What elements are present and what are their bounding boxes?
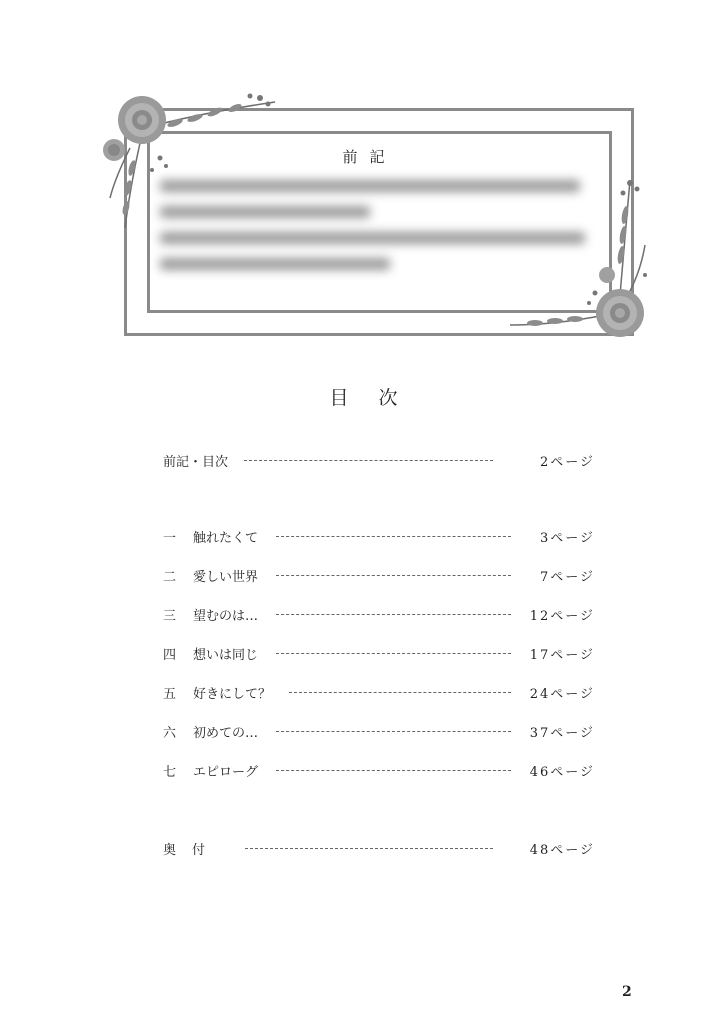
toc-entry-chapter-6[interactable] bbox=[163, 720, 595, 742]
toc-entry-page: 3ページ bbox=[539, 530, 595, 546]
toc-entry-chapter-2[interactable] bbox=[163, 564, 595, 586]
foreword-title: 前記 bbox=[342, 148, 397, 166]
toc-entry-label: 望むのは… bbox=[193, 608, 259, 624]
toc-entry-number: 三 bbox=[163, 608, 177, 624]
toc-entry-number: 五 bbox=[163, 686, 177, 702]
blurred-text-line bbox=[160, 206, 370, 218]
toc-leader-dots bbox=[276, 536, 511, 537]
toc-entry-page: 24ページ bbox=[529, 686, 595, 702]
toc-entry-label: 奥付 bbox=[163, 842, 222, 858]
toc-entry-chapter-5[interactable] bbox=[163, 681, 595, 703]
toc-entry-number: 六 bbox=[163, 725, 177, 741]
toc-entry-page: 46ページ bbox=[529, 764, 595, 780]
toc-entry-chapter-3[interactable] bbox=[163, 603, 595, 625]
toc-entry-page: 12ページ bbox=[529, 608, 595, 624]
toc-entry-page: 48ページ bbox=[529, 842, 595, 858]
blurred-text-line bbox=[160, 180, 580, 192]
toc-entry-label: 想いは同じ bbox=[193, 647, 259, 663]
toc-leader-dots bbox=[244, 460, 493, 461]
toc-entry-page: 37ページ bbox=[529, 725, 595, 741]
toc-entry-number: 七 bbox=[163, 764, 177, 780]
foreword-body-blurred bbox=[160, 180, 590, 300]
toc-leader-dots bbox=[276, 731, 511, 732]
toc-entry-label: 好きにして？ bbox=[193, 686, 272, 702]
toc-entry-label: エピローグ bbox=[193, 764, 259, 780]
toc-leader-dots bbox=[245, 848, 493, 849]
toc-leader-dots bbox=[276, 770, 511, 771]
toc-entry-colophon[interactable] bbox=[163, 837, 595, 859]
toc-entry-page: 7ページ bbox=[539, 569, 595, 585]
toc-entry-label: 初めての… bbox=[193, 725, 259, 741]
blurred-text-line bbox=[160, 258, 390, 270]
toc-entry-page: 17ページ bbox=[529, 647, 595, 663]
blurred-text-line bbox=[160, 232, 585, 244]
toc-entry-chapter-4[interactable] bbox=[163, 642, 595, 664]
toc-entry-foreword[interactable] bbox=[163, 449, 595, 471]
toc-leader-dots bbox=[276, 614, 511, 615]
toc-leader-dots bbox=[276, 653, 511, 654]
toc-entry-number: 四 bbox=[163, 647, 177, 663]
toc-title: 目次 bbox=[329, 387, 428, 409]
toc-entry-label: 前記・目次 bbox=[163, 454, 229, 470]
toc-leader-dots bbox=[276, 575, 511, 576]
toc-entry-label: 触れたくて bbox=[193, 530, 259, 546]
toc-entry-number: 二 bbox=[163, 569, 177, 585]
toc-entry-number: 一 bbox=[163, 530, 177, 546]
toc-entry-page: 2ページ bbox=[539, 454, 595, 470]
page-number: 2 bbox=[622, 984, 632, 1000]
toc-entry-chapter-1[interactable] bbox=[163, 525, 595, 547]
toc-leader-dots bbox=[289, 692, 511, 693]
toc-entry-chapter-7[interactable] bbox=[163, 759, 595, 781]
toc-entry-label: 愛しい世界 bbox=[193, 569, 259, 585]
